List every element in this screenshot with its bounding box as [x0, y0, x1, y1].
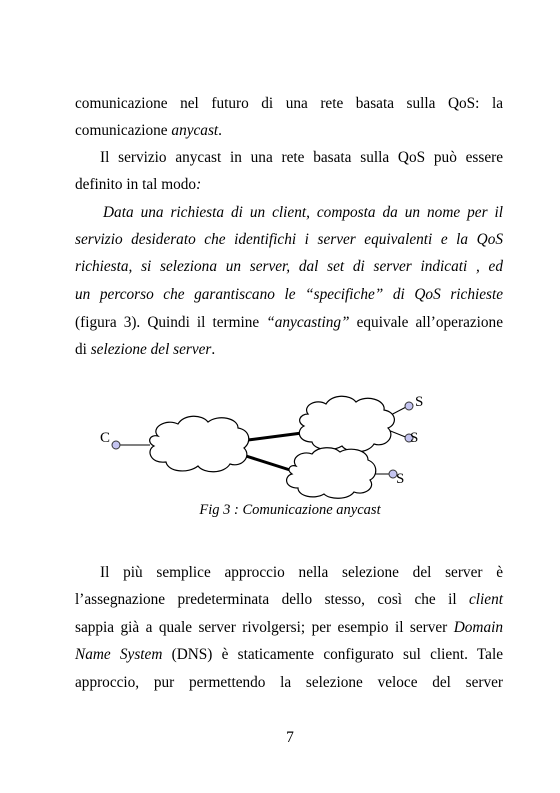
server-label-1: S	[415, 394, 424, 410]
text-line-2: comunicazione anycast.	[75, 122, 222, 139]
anycast-network-diagram	[0, 370, 560, 500]
text-line-14: Name System (DNS) è staticamente configurato sul client. Tale	[75, 646, 503, 663]
text-line-8: un percorso che garantiscano le “specifiche” di QoS richieste	[75, 286, 503, 303]
text-line-9: (figura 3). Quindi il termine “anycasting” equivale all’operazione	[75, 314, 503, 331]
network-cloud-left	[150, 416, 249, 472]
text-line-6: servizio desiderato che identifichi i server equivalenti e la QoS	[75, 231, 503, 248]
text-line-11: Il più semplice approccio nella selezione del server è	[100, 564, 503, 581]
figure-caption: Fig 3 : Comunicazione anycast	[199, 502, 381, 518]
core-link-1	[248, 433, 302, 440]
client-node	[112, 441, 120, 449]
text-line-12: l’assegnazione predeterminata dello stesso, così che il client	[75, 591, 503, 608]
server-label-3: S	[396, 471, 405, 487]
text-line-5: Data una richiesta di un client, composta da un nome per il	[103, 204, 503, 221]
network-cloud-bottom	[287, 448, 376, 499]
server-label-2: S	[410, 430, 419, 446]
network-cloud-top-right	[299, 396, 394, 452]
page-number: 7	[286, 729, 294, 746]
core-link-2	[246, 456, 290, 470]
text-line-4: definito in tal modo:	[75, 176, 202, 193]
text-line-1: comunicazione nel futuro di una rete basata sulla QoS: la	[75, 95, 503, 112]
text-line-7: richiesta, si seleziona un server, dal set di server indicati , ed	[75, 258, 503, 275]
server-node-1	[405, 402, 413, 410]
text-line-13: sappia già a quale server rivolgersi; per esempio il server Domain	[75, 619, 503, 636]
text-line-3: Il servizio anycast in una rete basata sulla QoS può essere	[100, 149, 503, 166]
text-line-15: approccio, pur permettendo la selezione veloce del server	[75, 674, 503, 691]
client-label: C	[100, 430, 111, 446]
text-line-10: di selezione del server.	[75, 341, 216, 358]
